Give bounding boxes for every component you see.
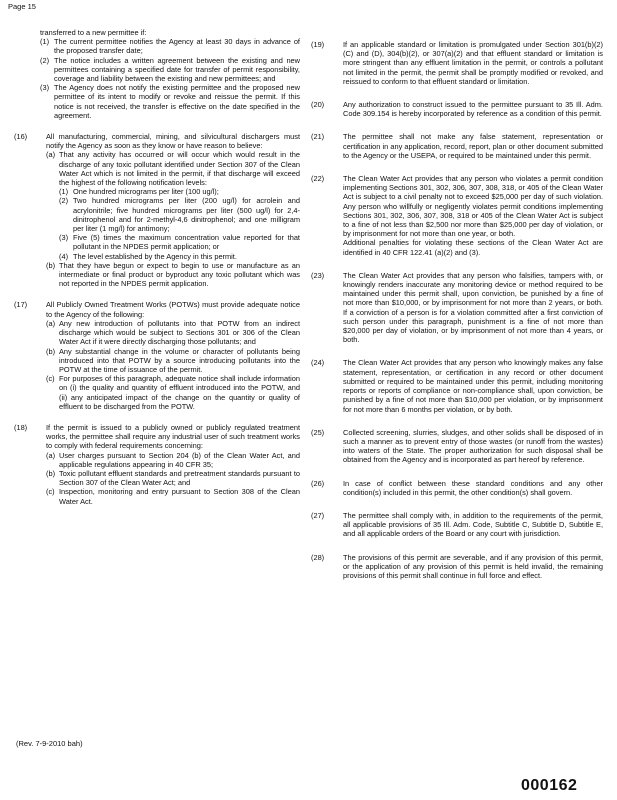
subitem-text: That they have begun or expect to begin to use or manufacture as an intermediate or final product or byproduct any toxic pollutant which was not reported in the NPDES permit application. xyxy=(59,260,300,289)
level-text: Five (5) times the maximum concentration value reported for that pollutant in the NPDES permit application; or xyxy=(73,233,300,252)
item-text: All manufacturing, commercial, mining, and silvicultural dischargers must notify the Agency as soon as they know or have reason to believe: xyxy=(46,132,300,151)
item-text: All Publicly Owned Treatment Works (POTWs) must provide adequate notice to the Agency of the following: xyxy=(46,300,300,319)
subitem-text: Any new introduction of pollutants into that POTW from an indirect discharge which would be subject to Sections 301 or 306 of the Clean Water Act if it were directly discharging those pollutants; and xyxy=(59,318,300,347)
item-text: The permittee shall not make any false statement, representation or certification in any application, record, report, plan or other document submitted to the Agency or the USEPA, or required to be maintained under this permit. xyxy=(343,132,603,160)
item-16 xyxy=(14,132,300,288)
subitem-a xyxy=(46,150,300,260)
subitem-text: For purposes of this paragraph, adequate notice shall include information on (i) the quality and quantity of effluent introduced into the POTW, and (ii) any anticipated impact of the change on the quantity or quality of effluent to be discharged from the POTW. xyxy=(59,374,300,411)
subitem-number: (2) xyxy=(40,55,50,65)
subitem-number: (1) xyxy=(40,37,50,47)
item-20 xyxy=(311,100,603,118)
item-text: Collected screening, slurries, sludges, and other solids shall be disposed of in such a manner as to prevent entry of those wastes (or runoff from the wastes) into waters of the State. The proper authorization for such disposal shall be obtained from the Agency and is incorporated as part hereof by reference. xyxy=(343,427,603,465)
item-26 xyxy=(311,479,603,497)
subitem-text: The current permittee notifies the Agency at least 30 days in advance of the proposed transfer date; xyxy=(54,37,300,56)
subitem-text: The Agency does not notify the existing permittee and the proposed new permittee of its intent to modify or revoke and reissue the permit. If this notice is not received, the transfer is effective on the date specified in the agreement. xyxy=(54,83,300,120)
item-21 xyxy=(311,132,603,160)
item-number: (17) xyxy=(14,300,28,310)
notification-level xyxy=(59,233,300,251)
subitem-number: (a) xyxy=(46,450,56,460)
subitem-number: (3) xyxy=(40,83,50,93)
level-number: (4) xyxy=(59,251,69,261)
item-text: The provisions of this permit are severable, and if any provision of this permit, or the application of any provision of this permit is held invalid, the remaining provisions of this permit shall continue in full force and effect. xyxy=(343,552,603,580)
subitem-number: (c) xyxy=(46,487,55,497)
subitem xyxy=(40,83,300,120)
item-24 xyxy=(311,358,603,413)
subitem xyxy=(40,37,300,55)
subitem-text: That any activity has occurred or will occur which would result in the discharge of any toxic pollutant identified under Section 307 of the Clean Water Act which is not limited in the permit, if that discharge will exceed the highest of the following notification levels: xyxy=(59,150,300,188)
subitem xyxy=(46,487,300,505)
item-number: (16) xyxy=(14,132,28,142)
page-number: Page 15 xyxy=(8,2,36,11)
item-27 xyxy=(311,511,603,539)
subitem xyxy=(46,347,300,375)
subitem-number: (b) xyxy=(46,260,56,270)
item-17 xyxy=(14,300,300,410)
item-text: If an applicable standard or limitation is promulgated under Section 301(b)(2)(C) and (D), 304(b)(2), or 307(a)(2) and that effluent standard or limitation is more stringent than any effluent limitation in the permit, or controls a pollutant not limited in the permit, the permit shall be promptly modified or revoked, and reissued to conform to that effluent standard or limitation. xyxy=(343,40,603,86)
item-number: (26) xyxy=(311,478,325,488)
subitem xyxy=(46,319,300,347)
item-number: (27) xyxy=(311,510,325,520)
notification-level xyxy=(59,252,300,261)
item-text: In case of conflict between these standard conditions and any other condition(s) included in this permit, the other condition(s) shall govern. xyxy=(343,478,603,497)
subitem-number: (b) xyxy=(46,468,56,478)
subitem-number: (b) xyxy=(46,346,56,356)
level-text: The level established by the Agency in this permit. xyxy=(73,251,237,261)
subitem-b xyxy=(46,261,300,289)
continuation-intro: transferred to a new permittee if: xyxy=(40,28,147,37)
item-number: (23) xyxy=(311,270,325,280)
level-number: (1) xyxy=(59,187,69,197)
item-number: (25) xyxy=(311,427,325,437)
item-number: (18) xyxy=(14,422,28,432)
level-number: (2) xyxy=(59,196,69,206)
right-column xyxy=(311,40,603,580)
item-text: If the permit is issued to a publicly owned or publicly regulated treatment works, the permittee shall require any industrial user of such treatment works to comply with federal requirements concerning: xyxy=(46,422,300,451)
item-text: The permittee shall comply with, in addition to the requirements of the permit, all applicable provisions of 35 Ill. Adm. Code, Subtitle C, Subtitle D, Subtitle E, and all applicable orders of the Board or any court with jurisdiction. xyxy=(343,510,603,539)
item-18 xyxy=(14,423,300,506)
subitem xyxy=(46,451,300,469)
item-19 xyxy=(311,40,603,86)
item-text: Any authorization to construct issued to the permittee pursuant to 35 Ill. Adm. Code 309.154 is hereby incorporated by reference as a condition of this permit. xyxy=(343,100,603,119)
subitem-text: Any substantial change in the volume or character of pollutants being introduced into that POTW by a source introducing pollutants into the POTW at the time of issuance of the permit. xyxy=(59,346,300,374)
level-number: (3) xyxy=(59,233,69,243)
subitem-number: (a) xyxy=(46,318,56,328)
subitem-text: Toxic pollutant effluent standards and pretreatment standards pursuant to Section 307 of the Clean Water Act; and xyxy=(59,468,300,488)
item-28 xyxy=(311,553,603,581)
item-text: The Clean Water Act provides that any person who falsifies, tampers with, or knowingly renders inaccurate any monitoring device or method required to be maintained under this permit shall, upon conviction, be punished by a fine of not more than $10,000, or by imprisonment for not more than 2 years, or both. If a conviction of a person is for a violation committed after a first conviction of such person under this paragraph, punishment is a fine of not more than $20,000 per day of violation, or by imprisonment of not more than 4 years, or both. xyxy=(343,270,603,345)
item-number: (24) xyxy=(311,358,325,368)
left-column xyxy=(14,28,300,506)
item-number: (22) xyxy=(311,174,325,184)
item-25 xyxy=(311,428,603,465)
notification-level xyxy=(59,196,300,233)
notification-level xyxy=(59,187,300,196)
level-text: One hundred micrograms per liter (100 ug/l); xyxy=(73,187,219,197)
subitem xyxy=(46,374,300,411)
subitem-text: Inspection, monitoring and entry pursuant to Section 308 of the Clean Water Act. xyxy=(59,487,300,506)
item-text: The Clean Water Act provides that any person who violates a permit condition implementing Sections 301, 302, 306, 307, 308, 318, or 405 of the Clean Water Act is subject to a civil penalty not to exceed $25,000 per day of such violation. Any person who willfully or negligently violates permit conditions implementing Sections 301, 302, 306, 307, 308, 318 or 405 of the Clean Water Act is subject to a fine of not less than $2,500 nor more than $25,000 per day of violation, or by imprisonment for not more than one year, or both. xyxy=(343,174,603,239)
subitem xyxy=(46,469,300,487)
item-number: (19) xyxy=(311,40,325,49)
level-text: Two hundred micrograms per liter (200 ug/l) for acrolein and acrylonitrile; five hundred micrograms per liter (500 ug/l) for 2,4-dinitrophenol and for 2-methyl-4,6 dinitrophenol; and one milligram per liter (1 mg/l) for antimony; xyxy=(73,196,300,234)
subitem-text: User charges pursuant to Section 204 (b) of the Clean Water Act, and applicable regulations appearing in 40 CFR 35; xyxy=(59,450,300,469)
item-23 xyxy=(311,271,603,345)
subitem xyxy=(40,56,300,84)
item-number: (28) xyxy=(311,552,325,562)
item-text: The Clean Water Act provides that any person who knowingly makes any false statement, representation, or certification in any record or other document submitted or required to be maintained under this permit, including monitoring reports or reports of compliance or non-compliance shall, upon conviction, be punished by a fine of not more than $10,000 per violation, or by imprisonment for not more than 6 months per violation, or by both. xyxy=(343,358,603,414)
item-number: (21) xyxy=(311,132,325,142)
continuation-item-15 xyxy=(14,28,300,120)
item-22 xyxy=(311,174,603,257)
subitem-number: (c) xyxy=(46,374,55,384)
bates-stamp: 000162 xyxy=(521,777,578,794)
subitem-number: (a) xyxy=(46,150,56,160)
item-number: (20) xyxy=(311,100,325,110)
revision-note: (Rev. 7-9-2010 bah) xyxy=(16,739,83,748)
subitem-text: The notice includes a written agreement between the existing and new permittees containing a specified date for transfer of permit responsibility, coverage and liability between the existing and new permittees; and xyxy=(54,55,300,84)
item-additional-text: Additional penalties for violating these sections of the Clean Water Act are identified in 40 CFR 122.41 (a)(2) and (3). xyxy=(343,238,603,257)
